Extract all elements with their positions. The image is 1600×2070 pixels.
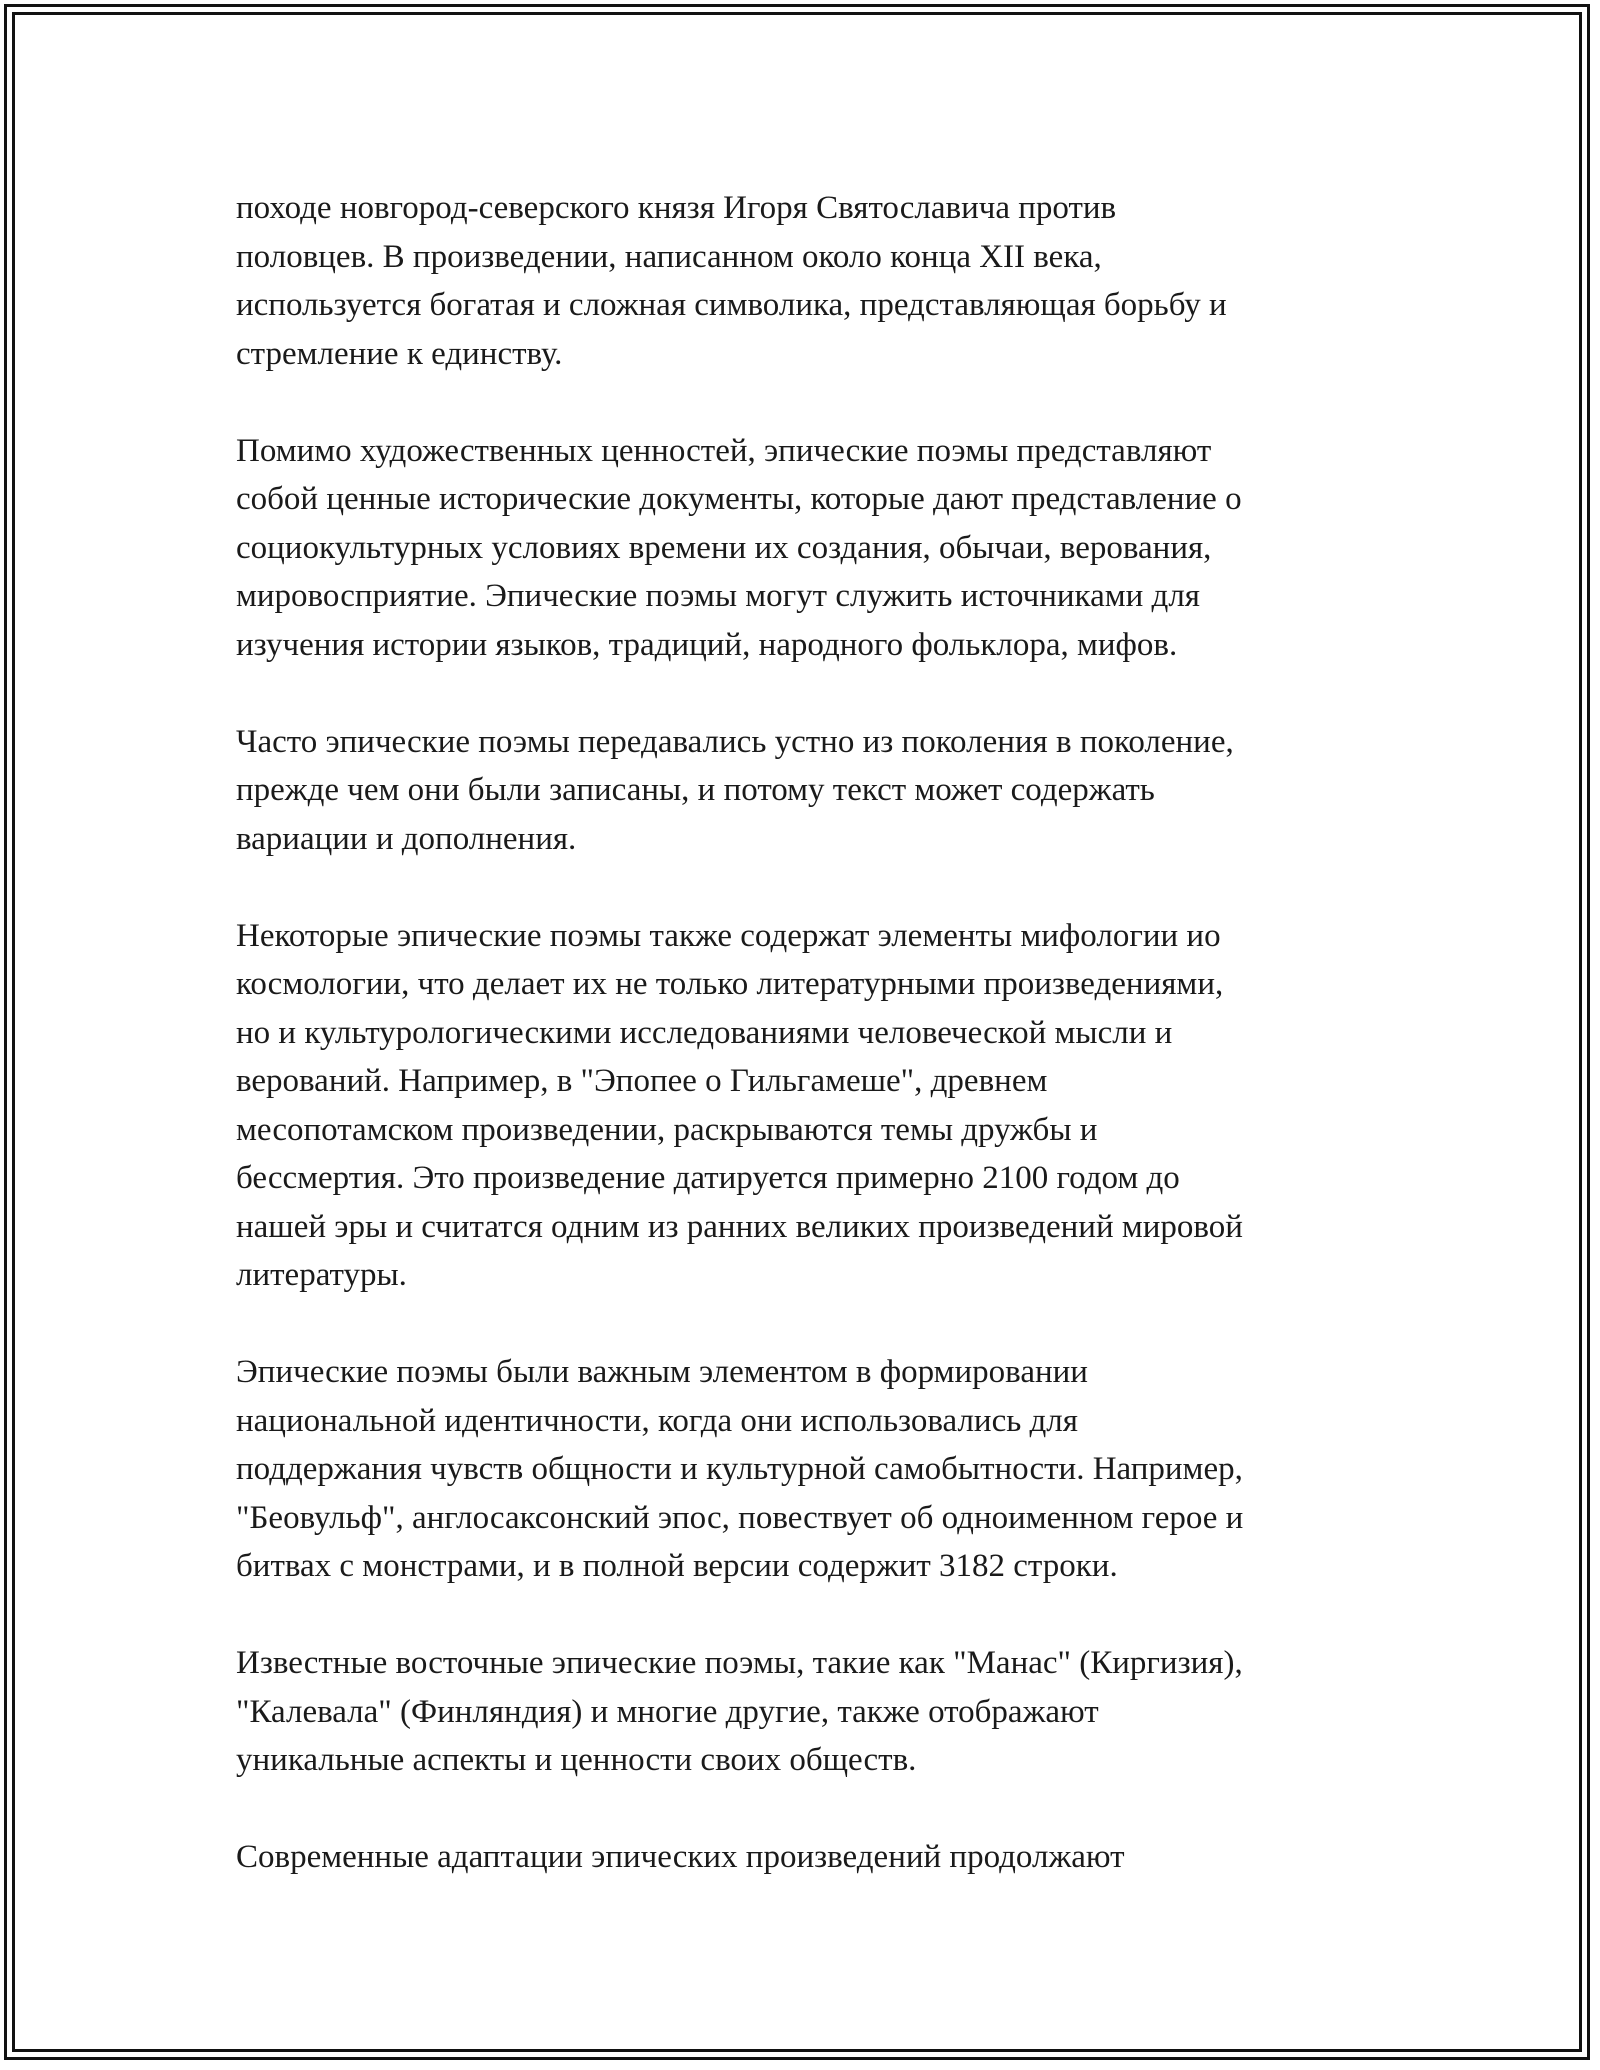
text-line: социокультурных условиях времени их создания, обычаи, верования, [236,529,1212,566]
text-line: литературы. [236,1257,407,1293]
text-line: Часто эпические поэмы передавались устно из поколения в поколение, [236,723,1234,760]
paragraph-1 [236,184,1396,378]
paragraph-7 [236,1833,1396,1882]
document-body [236,184,1396,1930]
text-line: уникальные аспекты и ценности своих обществ. [236,1742,917,1778]
paragraph-2 [236,427,1396,670]
text-line: собой ценные исторические документы, которые дают представление о [236,481,1242,517]
text-line: поддержания чувств общности и культурной самобытности. Например, [236,1451,1243,1487]
paragraph-4 [236,912,1396,1300]
text-line: изучения истории языков, традиций, народного фольклора, мифов. [236,626,1178,663]
text-line: Известные восточные эпические поэмы, такие как "Манас" (Киргизия), [236,1645,1243,1681]
text-line: прежде чем они были записаны, и потому текст может содержать [236,772,1155,808]
text-line: используется богатая и сложная символика, представляющая борьбу и [236,287,1227,323]
paragraph-3 [236,718,1396,864]
paragraph-5 [236,1348,1396,1591]
text-line: Современные адаптации эпических произведений продолжают [236,1839,1125,1875]
text-line: половцев. В произведении, написанном около конца XII века, [236,238,1102,275]
text-line: походе новгород-северского князя Игоря Святославича против [236,190,1117,226]
text-line: битвах с монстрами, и в полной версии содержит 3182 строки. [236,1548,1118,1584]
text-line: но и культурологическими исследованиями человеческой мысли и [236,1014,1173,1051]
text-line: национальной идентичности, когда они использовались для [236,1402,1078,1439]
text-line: Эпические поэмы были важным элементом в формировании [236,1354,1088,1390]
text-line: космологии, что делает их не только литературными произведениями, [236,966,1224,1002]
text-line: месопотамском произведении, раскрываются темы дружбы и [236,1111,1098,1148]
text-line: бессмертия. Это произведение датируется примерно 2100 годом до [236,1160,1180,1196]
text-line: "Калевала" (Финляндия) и многие другие, также отображают [236,1693,1099,1730]
paragraph-6 [236,1639,1396,1785]
text-line: вариации и дополнения. [236,820,577,857]
text-line: нашей эры и считатся одним из ранних великих произведений мировой [236,1208,1243,1245]
text-line: Некоторые эпические поэмы также содержат элементы мифологии ио [236,917,1221,954]
text-line: верований. Например, в "Эпопее о Гильгамеше", древнем [236,1063,1048,1099]
text-line: "Беовульф", англосаксонский эпос, повествует об одноименном герое и [236,1499,1244,1536]
text-line: стремление к единству. [236,335,563,372]
text-line: Помимо художественных ценностей, эпические поэмы представляют [236,432,1212,469]
text-line: мировосприятие. Эпические поэмы могут служить источниками для [236,578,1200,614]
